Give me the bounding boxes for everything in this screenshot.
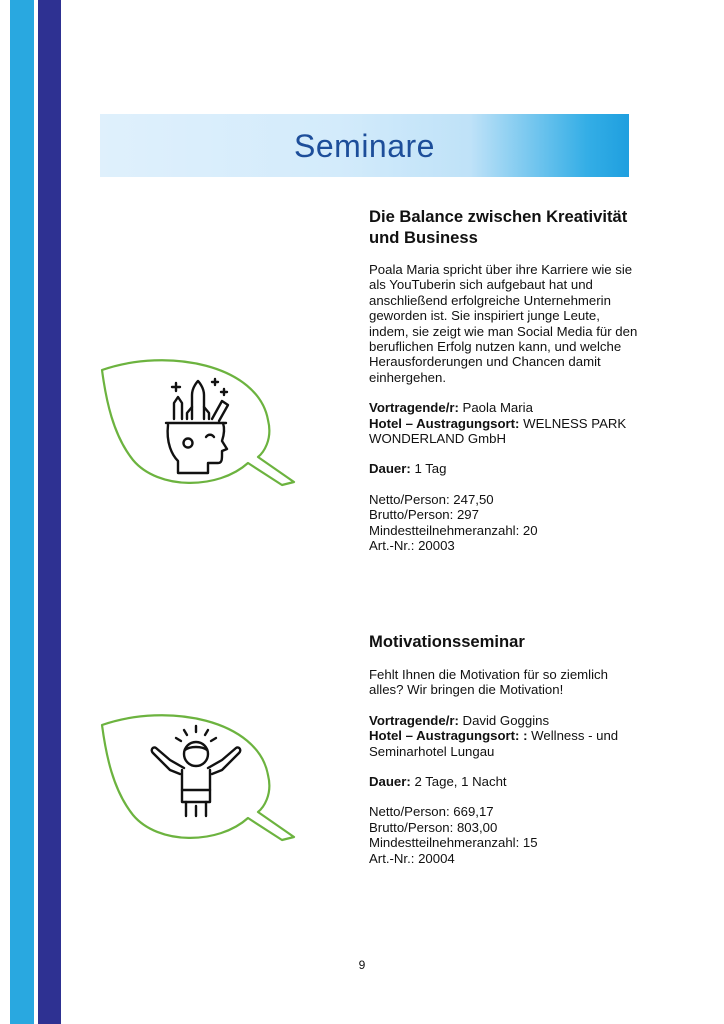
min-participants: Mindestteilnehmeranzahl: 15 — [369, 835, 538, 851]
page-title: Seminare — [294, 128, 435, 164]
speaker-label: Vortragende/r: — [369, 400, 459, 416]
seminar-duration — [369, 461, 639, 476]
leaf-decoration — [98, 355, 303, 495]
seminar-speaker-venue — [369, 400, 639, 446]
seminar-title: Die Balance zwischen Kreativität und Business — [369, 207, 628, 247]
venue-label: Hotel – Austragungsort: : — [369, 728, 528, 744]
duration-label: Dauer: — [369, 774, 411, 790]
seminar-section — [369, 206, 639, 569]
net-price: Netto/Person: 669,17 — [369, 804, 494, 820]
duration-label: Dauer: — [369, 461, 411, 477]
min-participants: Mindestteilnehmeranzahl: 20 — [369, 522, 538, 538]
speaker-label: Vortragende/r: — [369, 712, 459, 728]
cheering-person-icon — [152, 726, 240, 816]
venue-name: Wellness - und Seminarhotel Lungau — [369, 728, 619, 759]
page-number: 9 — [358, 958, 366, 972]
article-number: Art.-Nr.: 20003 — [369, 538, 455, 554]
seminar-description: Fehlt Ihnen die Motivation für so ziemlich alles? Wir bringen die Motivation! — [369, 667, 608, 698]
speaker-name: David Goggins — [458, 712, 550, 728]
seminar-pricing — [369, 492, 639, 554]
leaf-decoration — [98, 710, 303, 850]
left-stripe-dark — [38, 0, 61, 1024]
duration-value: 2 Tage, 1 Nacht — [410, 774, 507, 790]
gross-price: Brutto/Person: 297 — [369, 507, 479, 523]
gross-price: Brutto/Person: 803,00 — [369, 819, 498, 835]
net-price: Netto/Person: 247,50 — [369, 491, 494, 507]
header-banner — [100, 114, 629, 177]
venue-name: WELNESS PARK WONDERLAND GmbH — [369, 415, 627, 447]
seminar-description: Poala Maria spricht über ihre Karriere wie sie als YouTuberin sich aufgebaut hat und anschließend erfolgreiche Unternehmerin geworden ist. Sie inspiriert junge Leute, indem, sie zeigt wie man Social Media für den beruflichen Erfolg nutzen kann, und welche Herausforderungen und Chancen damit einhergehen. — [369, 262, 638, 385]
venue-label: Hotel – Austragungsort: — [369, 415, 520, 431]
seminar-section — [369, 631, 639, 881]
seminar-speaker-venue — [369, 713, 639, 759]
seminar-title: Motivationsseminar — [369, 632, 525, 651]
seminar-pricing — [369, 804, 639, 866]
article-number: Art.-Nr.: 20004 — [369, 850, 455, 866]
speaker-name: Paola Maria — [458, 400, 533, 416]
creative-head-icon — [166, 379, 228, 473]
left-stripe-light — [10, 0, 34, 1024]
seminar-duration — [369, 774, 639, 789]
duration-value: 1 Tag — [410, 461, 447, 477]
